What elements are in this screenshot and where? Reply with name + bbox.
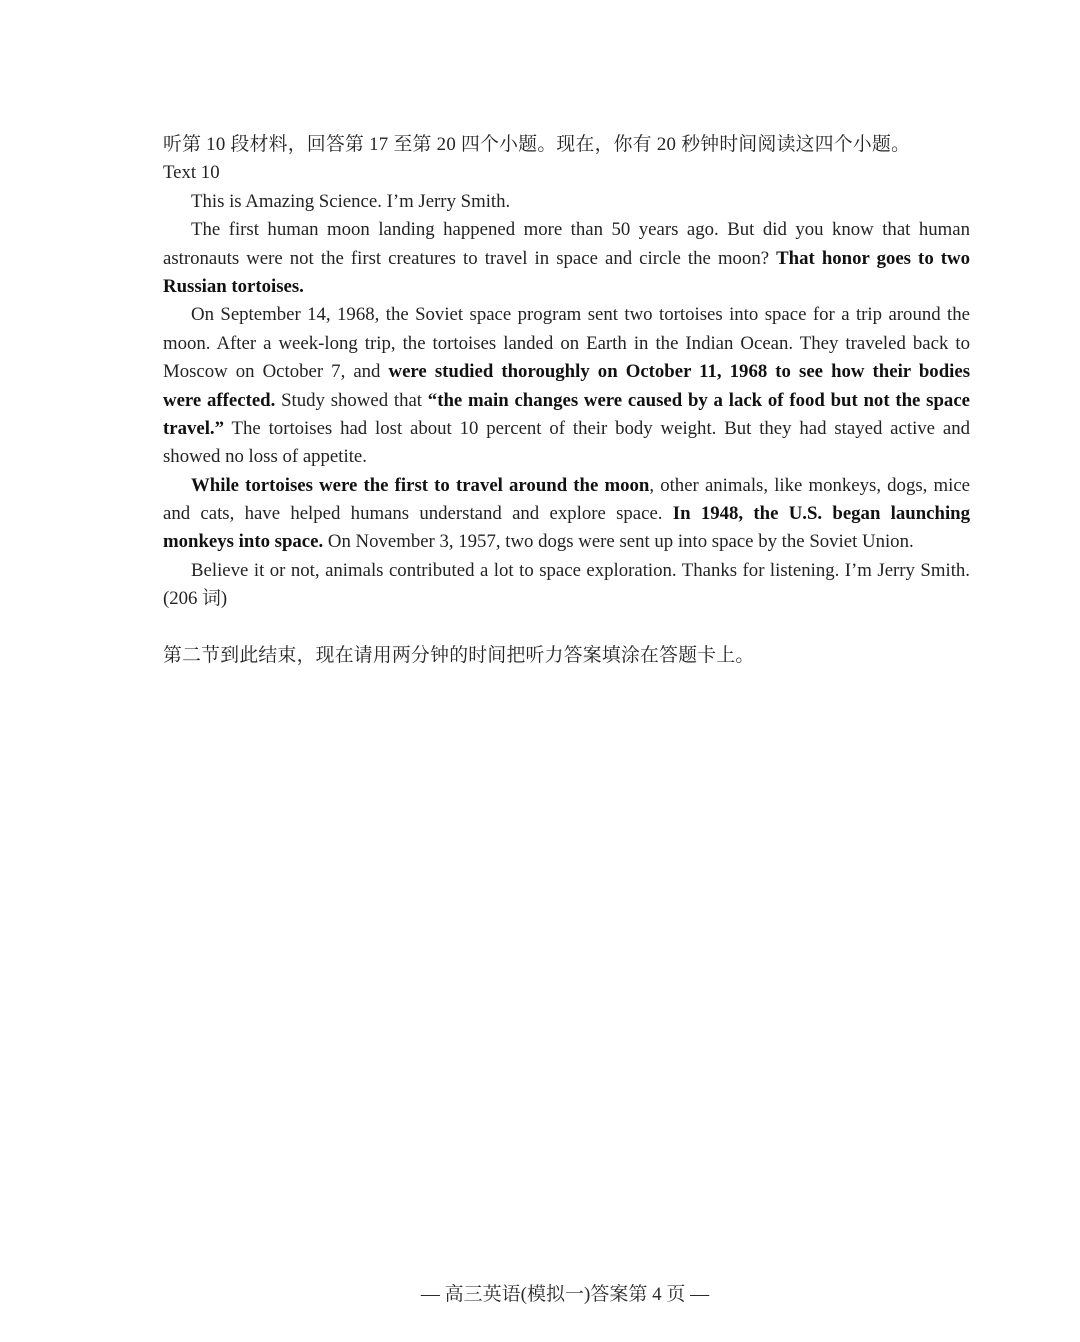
transcript-text: astronauts were not the first creatures to travel in space and circle the moon? <box>163 247 777 269</box>
key-sentence: “the main changes were caused by a lack of food but not the space <box>427 389 970 411</box>
transcript-paragraph <box>163 472 970 557</box>
transcript-text: The first human moon landing happened more than 50 years ago. But did you know that human <box>191 219 970 241</box>
word-count <box>163 585 970 613</box>
transcript-paragraph <box>163 216 970 301</box>
transcript-line <box>163 301 970 329</box>
transcript-text: The tortoises had lost about 10 percent of their body weight. But they had stayed active and <box>224 417 970 439</box>
key-sentence: That honor goes to two <box>776 247 970 269</box>
transcript-paragraph-closing <box>163 557 970 614</box>
key-sentence: While tortoises were the first to travel around the moon <box>191 474 650 496</box>
key-sentence: monkeys into space. <box>163 531 324 553</box>
transcript-paragraph <box>163 301 970 471</box>
transcript-line <box>163 443 970 471</box>
key-sentence: In 1948, the U.S. began launching <box>672 503 971 525</box>
key-sentence: Russian tortoises. <box>163 275 304 297</box>
transcript-line <box>163 273 970 301</box>
transcript-text: showed no loss of appetite. <box>163 446 367 468</box>
key-sentence: were affected. <box>163 389 276 411</box>
transcript-text: This is Amazing Science. I’m Jerry Smith. <box>191 190 511 212</box>
transcript-text: , other animals, like monkeys, dogs, mice <box>649 474 970 496</box>
transcript-paragraph-intro <box>163 188 970 216</box>
key-sentence: were studied thoroughly on October 11, 1968 to see how their bodies <box>388 361 971 383</box>
transcript-line <box>163 528 970 556</box>
text-label: Text 10 <box>163 162 220 184</box>
transcript-text: moon. After a week-long trip, the tortoises landed on Earth in the Indian Ocean. They traveled back to <box>163 332 970 354</box>
transcript-text: and cats, have helped humans understand and explore space. <box>163 503 673 525</box>
listening-transcript-section <box>163 131 970 670</box>
transcript-line <box>163 500 970 528</box>
spacer <box>163 614 970 642</box>
transcript-line <box>163 216 970 244</box>
transcript-line <box>163 387 970 415</box>
section-end-instruction: 第二节到此结束，现在请用两分钟的时间把听力答案填涂在答题卡上。 <box>163 645 755 667</box>
transcript-line <box>163 415 970 443</box>
transcript-line <box>163 245 970 273</box>
transcript-line <box>163 188 970 216</box>
transcript-text: Believe it or not, animals contributed a lot to space exploration. Thanks for listening. I’m Jerry Smith. <box>191 559 970 581</box>
key-sentence: travel.” <box>163 417 225 439</box>
transcript-text: Study showed that <box>275 389 428 411</box>
transcript-text: On November 3, 1957, two dogs were sent up into space by the Soviet Union. <box>323 531 914 553</box>
page-footer: — 高三英语(模拟一)答案第 4 页 — <box>420 1284 710 1305</box>
transcript-text: Moscow on October 7, and <box>163 361 389 383</box>
transcript-line <box>163 358 970 386</box>
transcript-text: On September 14, 1968, the Soviet space program sent two tortoises into space for a trip around the <box>191 304 970 326</box>
word-count-text: (206 词) <box>163 588 228 610</box>
transcript-line <box>163 330 970 358</box>
transcript-line <box>163 557 970 585</box>
listening-instruction: 听第 10 段材料，回答第 17 至第 20 四个小题。现在，你有 20 秒钟时间阅读这四个小题。 <box>163 134 911 155</box>
transcript-line <box>163 472 970 500</box>
